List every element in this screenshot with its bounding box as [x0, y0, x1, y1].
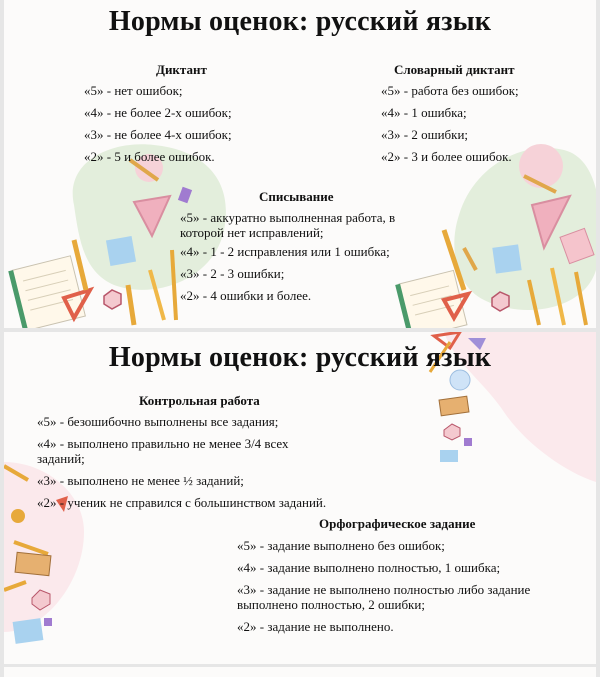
- test-heading: Контрольная работа: [139, 393, 260, 408]
- slide-1: [4, 0, 596, 328]
- spelling-task-list: [237, 538, 582, 641]
- slide-2: [4, 332, 596, 664]
- dictation-item: «4» - не более 2-х ошибок;: [84, 105, 232, 120]
- dictation-item: «5» - нет ошибок;: [84, 83, 183, 98]
- test-list: [37, 414, 367, 517]
- dictation-item: «2» - 5 и более ошибок.: [84, 149, 215, 164]
- copying-item: «3» - 2 - 3 ошибки;: [180, 266, 285, 281]
- spelling-item: «3» - задание не выполнено полностью либо задание выполнено полностью, 2 ошибки;: [237, 582, 531, 612]
- copying-list: [180, 210, 426, 310]
- dictation-list: [84, 83, 304, 171]
- vocab-item: «5» - работа без ошибок;: [381, 83, 519, 98]
- test-item: «5» - безошибочно выполнены все задания;: [37, 414, 279, 429]
- copying-item: «5» - аккуратно выполненная работа, в которой нет исправлений;: [180, 210, 396, 240]
- vocab-dictation-list: [381, 83, 581, 171]
- vocab-item: «4» - 1 ошибка;: [381, 105, 467, 120]
- spelling-item: «5» - задание выполнено без ошибок;: [237, 538, 445, 553]
- dictation-item: «3» - не более 4-х ошибок;: [84, 127, 232, 142]
- copying-item: «4» - 1 - 2 исправления или 1 ошибка;: [180, 244, 390, 259]
- copying-heading: Списывание: [259, 189, 334, 204]
- slide-title: Нормы оценок: русский язык: [108, 6, 492, 37]
- slide-title: Нормы оценок: русский язык: [108, 342, 492, 373]
- vocab-item: «2» - 3 и более ошибок.: [381, 149, 512, 164]
- copying-item: «2» - 4 ошибки и более.: [180, 288, 312, 303]
- spelling-item: «2» - задание не выполнено.: [237, 619, 394, 634]
- test-item: «4» - выполнено правильно не менее 3/4 всех заданий;: [37, 436, 289, 466]
- spelling-item: «4» - задание выполнено полностью, 1 ошибка;: [237, 560, 501, 575]
- vocab-item: «3» - 2 ошибки;: [381, 127, 469, 142]
- spelling-task-heading: Орфографическое задание: [319, 516, 476, 531]
- vocab-dictation-heading: Словарный диктант: [394, 62, 515, 77]
- dictation-heading: Диктант: [156, 62, 207, 77]
- test-item: «3» - выполнено не менее ½ заданий;: [37, 473, 244, 488]
- slide-3-edge: [4, 667, 596, 677]
- test-item: «2» - ученик не справился с большинством заданий.: [37, 495, 327, 510]
